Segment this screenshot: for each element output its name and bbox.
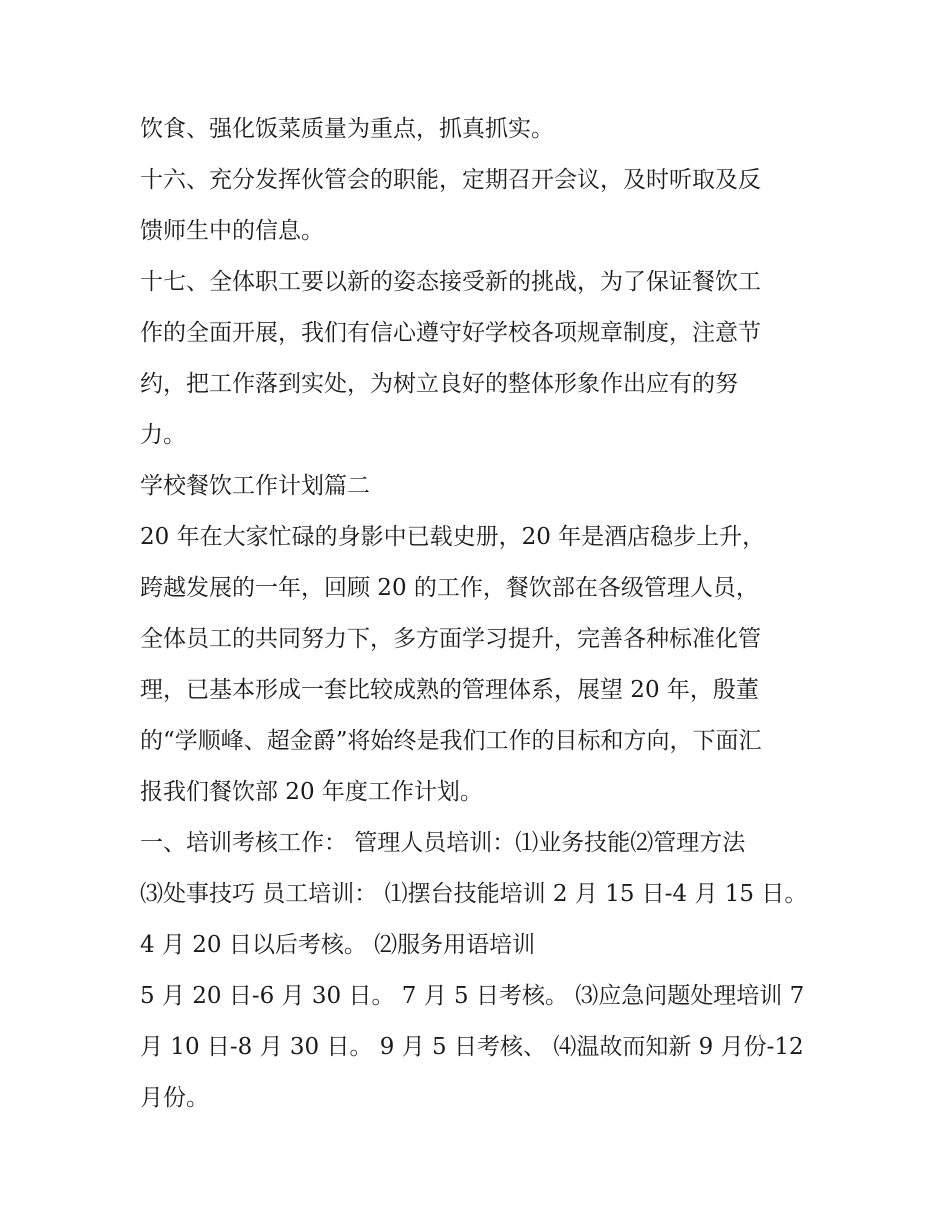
text-line: 全体员工的共同努力下，多方面学习提升，完善各种标准化管 <box>140 626 761 652</box>
text-line: 十六、充分发挥伙管会的职能，定期召开会议，及时听取及反 <box>140 167 761 193</box>
text-line: 作的全面开展，我们有信心遵守好学校各项规章制度，注意节 <box>140 320 761 346</box>
text-line: 饮食、强化饭菜质量为重点，抓真抓实。 <box>140 116 554 142</box>
text-line: 约，把工作落到实处，为树立良好的整体形象作出应有的努 <box>140 371 738 397</box>
text-line: 月份。 <box>140 1085 209 1111</box>
text-line: 馈师生中的信息。 <box>140 218 324 244</box>
text-line: 一、培训考核工作： 管理人员培训：⑴业务技能⑵管理方法 <box>140 830 746 856</box>
text-line: 跨越发展的一年，回顾 20 的工作，餐饮部在各级管理人员， <box>140 575 759 601</box>
text-line: 十七、全体职工要以新的姿态接受新的挑战，为了保证餐饮工 <box>140 269 761 295</box>
text-line: 理，已基本形成一套比较成熟的管理体系，展望 20 年，殷董 <box>140 677 759 703</box>
document-body <box>140 104 815 1124</box>
text-line: 的“学顺峰、超金爵”将始终是我们工作的目标和方向，下面汇 <box>140 728 762 754</box>
text-line: 5 月 20 日-6 月 30 日。 7 月 5 日考核。 ⑶应急问题处理培训 7 <box>140 983 805 1009</box>
text-line: 力。 <box>140 422 186 448</box>
text-line: 4 月 20 日以后考核。 ⑵服务用语培训 <box>140 932 536 958</box>
section-heading: 学校餐饮工作计划篇二 <box>140 473 370 499</box>
text-line: 月 10 日-8 月 30 日。 9 月 5 日考核、 ⑷温故而知新 9 月份-12 <box>140 1034 804 1060</box>
text-line: ⑶处事技巧 员工培训： ⑴摆台技能培训 2 月 15 日-4 月 15 日。 <box>140 881 808 907</box>
text-line: 20 年在大家忙碌的身影中已载史册，20 年是酒店稳步上升， <box>140 524 766 550</box>
text-line: 报我们餐饮部 20 年度工作计划。 <box>140 779 483 805</box>
